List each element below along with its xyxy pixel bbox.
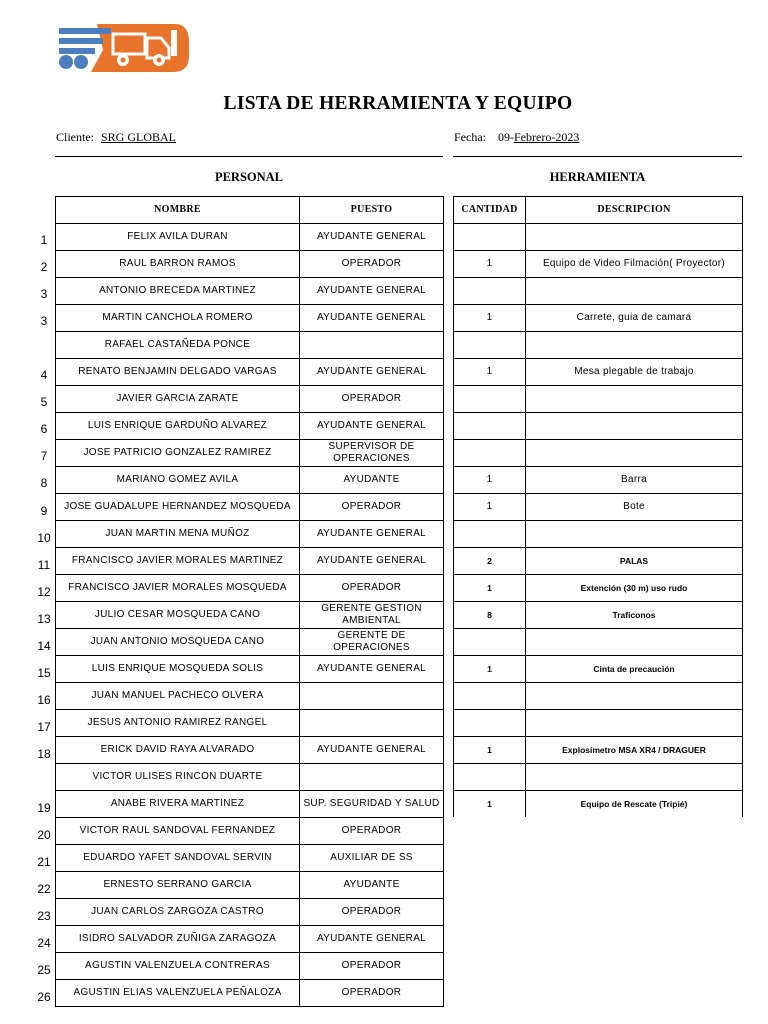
- tool-quantity-cell: [454, 710, 526, 737]
- person-name-cell: JUAN CARLOS ZARGOZA CASTRO: [56, 899, 300, 926]
- tool-row: [454, 737, 743, 764]
- person-name-cell: LUIS ENRIQUE GARDUÑO ALVAREZ: [56, 413, 300, 440]
- row-number: 10: [37, 530, 51, 545]
- tool-quantity-cell: [454, 440, 526, 467]
- tool-description-cell: Mesa plegable de trabajo: [526, 359, 743, 386]
- person-role-cell: OPERADOR: [300, 818, 444, 845]
- row-number: 12: [37, 584, 51, 599]
- tool-description-cell: [526, 440, 743, 467]
- person-role-cell: [300, 710, 444, 737]
- person-role-cell: AYUDANTE GENERAL: [300, 926, 444, 953]
- tool-row: [454, 710, 743, 737]
- tool-description-cell: Carrete, guia de camara: [526, 305, 743, 332]
- person-name-cell: ERNESTO SERRANO GARCIA: [56, 872, 300, 899]
- tool-row: [454, 791, 743, 818]
- tool-row: [454, 629, 743, 656]
- person-role-cell: AUXILIAR DE SS: [300, 845, 444, 872]
- person-name-cell: LUIS ENRIQUE MOSQUEDA SOLIS: [56, 656, 300, 683]
- tool-row: [454, 656, 743, 683]
- personal-row: [56, 521, 444, 548]
- personal-row: [56, 737, 444, 764]
- tool-description-cell: [526, 683, 743, 710]
- tool-description-cell: [526, 629, 743, 656]
- person-name-cell: JOSE GUADALUPE HERNANDEZ MOSQUEDA: [56, 494, 300, 521]
- person-role-cell: OPERADOR: [300, 251, 444, 278]
- personal-row: [56, 899, 444, 926]
- tool-description-cell: [526, 278, 743, 305]
- person-name-cell: ANTONIO BRECEDA MARTINEZ: [56, 278, 300, 305]
- row-number: 17: [37, 719, 51, 734]
- person-role-cell: GERENTE DE OPERACIONES: [300, 629, 444, 656]
- person-role-cell: OPERADOR: [300, 953, 444, 980]
- role-column-header: PUESTO: [300, 197, 444, 224]
- personal-row: [56, 278, 444, 305]
- tool-row: [454, 494, 743, 521]
- date-label: Fecha:: [454, 130, 486, 144]
- person-name-cell: RAUL BARRON RAMOS: [56, 251, 300, 278]
- tool-description-cell: Traficonos: [526, 602, 743, 629]
- client-value: SRG GLOBAL: [101, 130, 177, 144]
- personal-row: [56, 710, 444, 737]
- personal-row: [56, 467, 444, 494]
- tool-quantity-cell: [454, 413, 526, 440]
- person-name-cell: VICTOR RAUL SANDOVAL FERNANDEZ: [56, 818, 300, 845]
- tool-row: [454, 305, 743, 332]
- tool-quantity-cell: 1: [454, 305, 526, 332]
- tool-quantity-cell: [454, 629, 526, 656]
- tool-row: [454, 602, 743, 629]
- person-name-cell: JESUS ANTONIO RAMIREZ RANGEL: [56, 710, 300, 737]
- person-name-cell: JULIO CESAR MOSQUEDA CANO: [56, 602, 300, 629]
- description-column-header: DESCRIPCION: [526, 197, 743, 224]
- person-name-cell: JUAN MANUEL PACHECO OLVERA: [56, 683, 300, 710]
- client-line: [56, 130, 176, 145]
- person-name-cell: FRANCISCO JAVIER MORALES MOSQUEDA: [56, 575, 300, 602]
- person-role-cell: AYUDANTE GENERAL: [300, 521, 444, 548]
- tool-row: [454, 413, 743, 440]
- tool-quantity-cell: 1: [454, 656, 526, 683]
- personal-row: [56, 791, 444, 818]
- tool-quantity-cell: [454, 521, 526, 548]
- row-number: 7: [40, 449, 48, 464]
- personal-row: [56, 413, 444, 440]
- person-name-cell: FELIX AVILA DURAN: [56, 224, 300, 251]
- tool-quantity-cell: [454, 224, 526, 251]
- person-role-cell: AYUDANTE GENERAL: [300, 737, 444, 764]
- person-name-cell: RAFAEL CASTAÑEDA PONCE: [56, 332, 300, 359]
- client-rule: [55, 156, 443, 157]
- personal-row: [56, 629, 444, 656]
- person-role-cell: SUPERVISOR DE OPERACIONES: [300, 440, 444, 467]
- person-name-cell: JUAN MARTIN MENA MUÑOZ: [56, 521, 300, 548]
- personal-header-row: [56, 197, 444, 224]
- row-number: 11: [37, 557, 51, 572]
- person-role-cell: [300, 332, 444, 359]
- person-role-cell: AYUDANTE GENERAL: [300, 548, 444, 575]
- tool-description-cell: Explosímetro MSA XR4 / DRAGUER: [526, 737, 743, 764]
- row-number: 2: [40, 260, 48, 275]
- date-rule: [453, 156, 742, 157]
- person-role-cell: AYUDANTE GENERAL: [300, 413, 444, 440]
- row-number: 16: [37, 692, 51, 707]
- row-number: 18: [37, 746, 51, 761]
- personal-row: [56, 980, 444, 1007]
- tool-description-cell: Bote: [526, 494, 743, 521]
- person-name-cell: EDUARDO YAFET SANDOVAL SERVIN: [56, 845, 300, 872]
- person-name-cell: ANABE RIVERA MARTINEZ: [56, 791, 300, 818]
- name-column-header: NOMBRE: [56, 197, 300, 224]
- person-role-cell: OPERADOR: [300, 575, 444, 602]
- date-value: Febrero-2023: [514, 130, 580, 144]
- tool-description-cell: [526, 413, 743, 440]
- person-name-cell: ERICK DAVID RAYA ALVARADO: [56, 737, 300, 764]
- tools-table: [453, 196, 743, 817]
- quantity-column-header: CANTIDAD: [454, 197, 526, 224]
- tool-row: [454, 251, 743, 278]
- personal-row: [56, 926, 444, 953]
- row-number: 9: [40, 503, 48, 518]
- tool-description-cell: [526, 224, 743, 251]
- tool-quantity-cell: 8: [454, 602, 526, 629]
- person-name-cell: AGUSTIN VALENZUELA CONTRERAS: [56, 953, 300, 980]
- person-role-cell: AYUDANTE GENERAL: [300, 224, 444, 251]
- client-label: Cliente:: [56, 130, 94, 144]
- tool-description-cell: [526, 386, 743, 413]
- tool-description-cell: [526, 521, 743, 548]
- personal-row: [56, 440, 444, 467]
- tool-description-cell: [526, 332, 743, 359]
- personal-row: [56, 305, 444, 332]
- tools-section-title: HERRAMIENTA: [549, 170, 646, 184]
- personal-row: [56, 818, 444, 845]
- tool-row: [454, 440, 743, 467]
- person-role-cell: AYUDANTE: [300, 872, 444, 899]
- tool-row: [454, 224, 743, 251]
- person-name-cell: JUAN ANTONIO MOSQUEDA CANO: [56, 629, 300, 656]
- person-name-cell: MARIANO GOMEZ AVILA: [56, 467, 300, 494]
- tool-row: [454, 764, 743, 791]
- person-role-cell: AYUDANTE GENERAL: [300, 278, 444, 305]
- tool-description-cell: Barra: [526, 467, 743, 494]
- person-name-cell: FRANCISCO JAVIER MORALES MARTINEZ: [56, 548, 300, 575]
- tool-quantity-cell: 1: [454, 575, 526, 602]
- row-number: 24: [37, 936, 51, 951]
- tools-header-row: [454, 197, 743, 224]
- tool-row: [454, 548, 743, 575]
- row-number: 25: [37, 963, 51, 978]
- tool-quantity-cell: 1: [454, 467, 526, 494]
- row-number: 1: [40, 233, 48, 247]
- tool-description-cell: Cinta de precaución: [526, 656, 743, 683]
- row-number: 4: [40, 368, 48, 383]
- tool-row: [454, 683, 743, 710]
- personal-row: [56, 656, 444, 683]
- personal-row: [56, 953, 444, 980]
- person-name-cell: RENATO BENJAMIN DELGADO VARGAS: [56, 359, 300, 386]
- row-number: 19: [37, 801, 51, 816]
- person-role-cell: GERENTE GESTION AMBIENTAL: [300, 602, 444, 629]
- row-number: 22: [37, 882, 51, 897]
- person-role-cell: OPERADOR: [300, 899, 444, 926]
- row-number: 3: [40, 314, 48, 329]
- personal-row: [56, 764, 444, 791]
- tool-quantity-cell: 1: [454, 737, 526, 764]
- personal-row: [56, 386, 444, 413]
- tool-row: [454, 359, 743, 386]
- personal-row: [56, 602, 444, 629]
- row-number: 5: [40, 395, 48, 410]
- personal-row: [56, 872, 444, 899]
- tool-row: [454, 521, 743, 548]
- tool-quantity-cell: [454, 683, 526, 710]
- tool-row: [454, 467, 743, 494]
- row-number: 13: [37, 611, 51, 626]
- tool-row: [454, 386, 743, 413]
- tool-row: [454, 332, 743, 359]
- person-role-cell: OPERADOR: [300, 980, 444, 1007]
- person-role-cell: AYUDANTE GENERAL: [300, 305, 444, 332]
- date-line: [454, 130, 579, 145]
- row-number: 20: [37, 828, 51, 843]
- personal-table: [55, 196, 444, 1007]
- person-role-cell: [300, 764, 444, 791]
- personal-row: [56, 575, 444, 602]
- document-title: LISTA DE HERRAMIENTA Y EQUIPO: [223, 93, 573, 114]
- row-number: 15: [37, 665, 51, 680]
- person-role-cell: SUP. SEGURIDAD Y SALUD: [300, 791, 444, 818]
- person-role-cell: AYUDANTE GENERAL: [300, 656, 444, 683]
- person-role-cell: AYUDANTE: [300, 467, 444, 494]
- person-name-cell: JOSE PATRICIO GONZALEZ RAMIREZ: [56, 440, 300, 467]
- personal-row: [56, 224, 444, 251]
- person-name-cell: MARTIN CANCHOLA ROMERO: [56, 305, 300, 332]
- person-role-cell: OPERADOR: [300, 386, 444, 413]
- row-number: 14: [37, 638, 51, 653]
- tool-quantity-cell: 1: [454, 791, 526, 818]
- tool-row: [454, 575, 743, 602]
- row-number: 21: [37, 855, 51, 870]
- personal-row: [56, 548, 444, 575]
- tool-quantity-cell: 1: [454, 494, 526, 521]
- row-number: 6: [40, 422, 48, 437]
- tool-quantity-cell: [454, 764, 526, 791]
- personal-row: [56, 332, 444, 359]
- person-name-cell: AGUSTIN ELIAS VALENZUELA PEÑALOZA: [56, 980, 300, 1007]
- tool-quantity-cell: 1: [454, 359, 526, 386]
- tool-description-cell: Extención (30 m) uso rudo: [526, 575, 743, 602]
- tool-quantity-cell: 2: [454, 548, 526, 575]
- tool-quantity-cell: [454, 386, 526, 413]
- person-name-cell: JAVIER GARCIA ZARATE: [56, 386, 300, 413]
- person-name-cell: VICTOR ULISES RINCON DUARTE: [56, 764, 300, 791]
- tool-quantity-cell: [454, 332, 526, 359]
- row-number: 26: [37, 990, 51, 1005]
- tool-description-cell: [526, 764, 743, 791]
- personal-row: [56, 683, 444, 710]
- person-role-cell: AYUDANTE GENERAL: [300, 359, 444, 386]
- person-role-cell: [300, 683, 444, 710]
- tool-description-cell: Equipo de Rescate (Tripié): [526, 791, 743, 818]
- tool-description-cell: [526, 710, 743, 737]
- personal-row: [56, 251, 444, 278]
- tool-description-cell: Equipo de Video Filmación( Proyector): [526, 251, 743, 278]
- date-value-prefix: 09-: [498, 130, 514, 144]
- row-number: 8: [40, 476, 48, 491]
- company-logo: [57, 20, 191, 74]
- personal-row: [56, 845, 444, 872]
- row-number: 3: [40, 287, 48, 302]
- tool-quantity-cell: 1: [454, 251, 526, 278]
- tool-quantity-cell: [454, 278, 526, 305]
- personal-row: [56, 359, 444, 386]
- tool-description-cell: PALAS: [526, 548, 743, 575]
- personal-row: [56, 494, 444, 521]
- row-number: 23: [37, 909, 51, 924]
- tool-row: [454, 278, 743, 305]
- person-role-cell: OPERADOR: [300, 494, 444, 521]
- person-name-cell: ISIDRO SALVADOR ZUÑIGA ZARAGOZA: [56, 926, 300, 953]
- personal-section-title: PERSONAL: [214, 170, 284, 184]
